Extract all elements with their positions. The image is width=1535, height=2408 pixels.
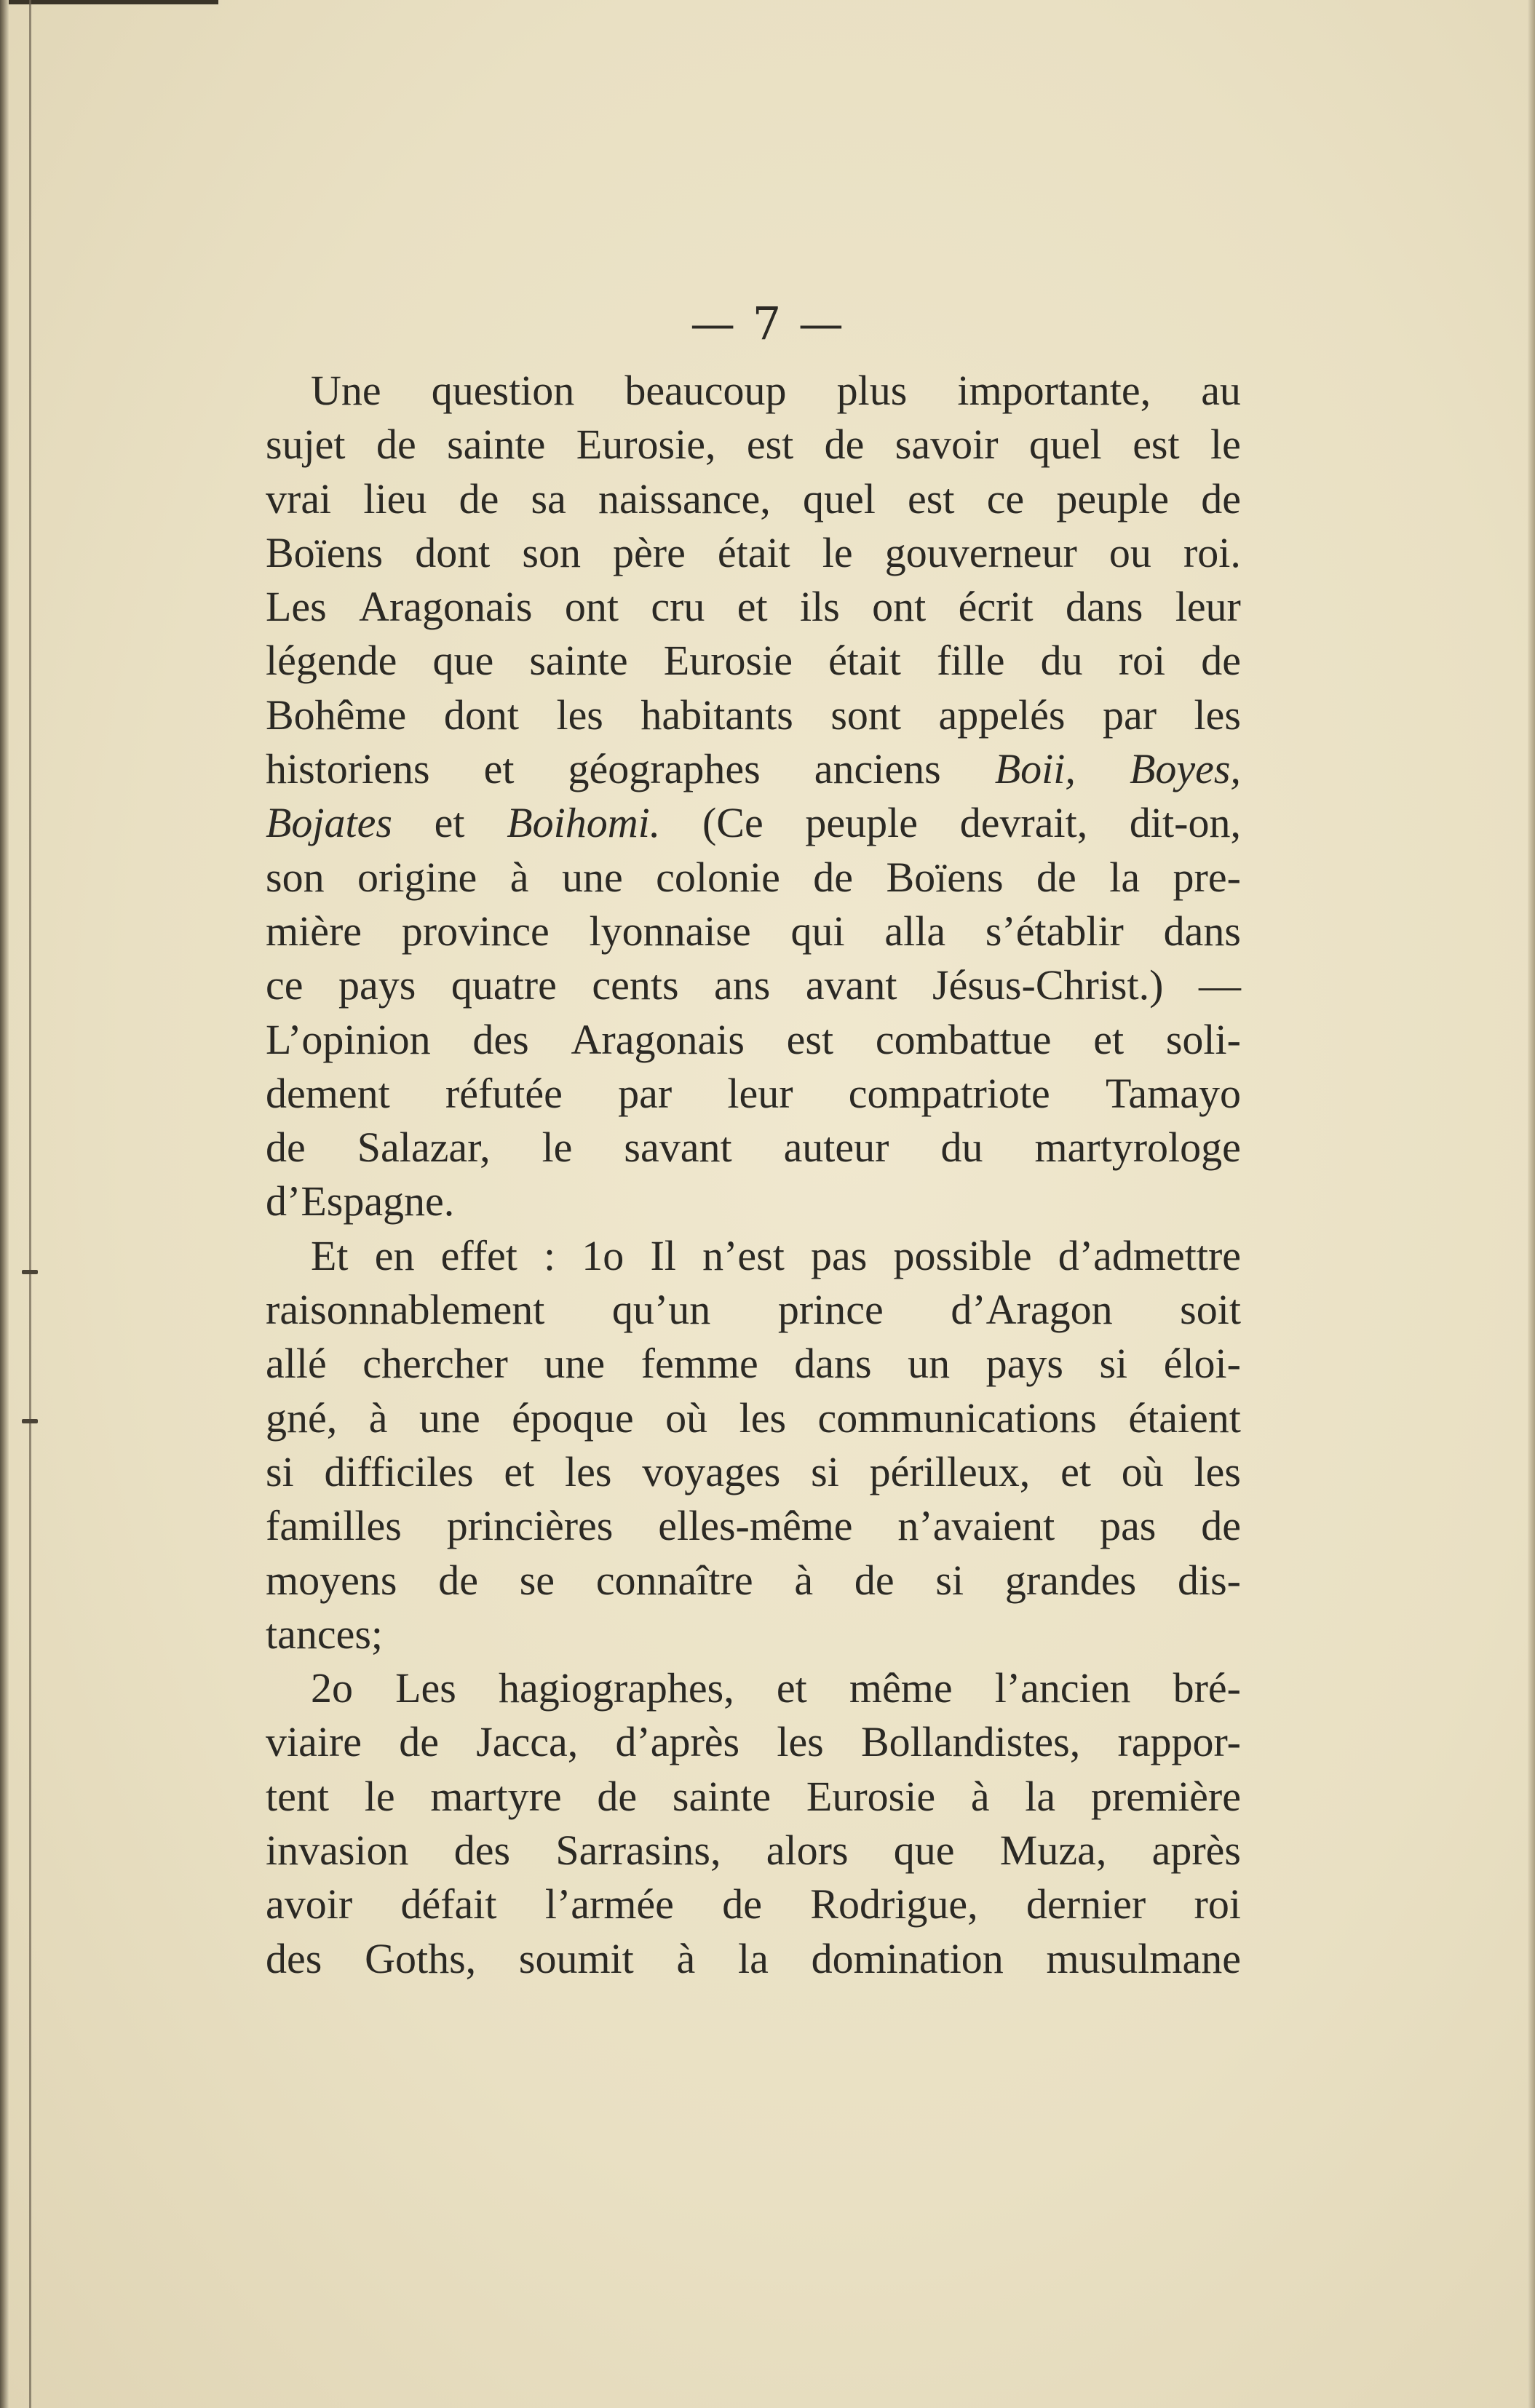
text-line: Et en effet : 1o Il n’est pas possible d’admettre bbox=[311, 1231, 1241, 1279]
binding-rule bbox=[29, 0, 31, 2408]
text-line: si difficiles et les voyages si périlleux, et où les bbox=[266, 1447, 1241, 1495]
text-line: 2o Les hagiographes, et même l’ancien bré- bbox=[311, 1664, 1241, 1712]
text-line: des Goths, soumit à la domination musulmane bbox=[266, 1934, 1241, 1982]
text-line: ce pays quatre cents ans avant Jésus-Christ.) — bbox=[266, 961, 1241, 1009]
text-line: gné, à une époque où les communications étaient bbox=[266, 1394, 1241, 1442]
margin-mark bbox=[22, 1419, 38, 1423]
text-line: moyens de se connaître à de si grandes dis- bbox=[266, 1556, 1241, 1604]
text-line: légende que sainte Eurosie était fille du roi de bbox=[266, 637, 1241, 685]
text-line: familles princières elles-même n’avaient pas de bbox=[266, 1502, 1241, 1550]
text-line: invasion des Sarrasins, alors que Muza, après bbox=[266, 1827, 1241, 1875]
body-text bbox=[266, 364, 1241, 1986]
text-line: Bojates et Boihomi. (Ce peuple devrait, dit-on, bbox=[266, 799, 1241, 847]
page-right-edge bbox=[1528, 0, 1535, 2408]
text-line: mière province lyonnaise qui alla s’établir dans bbox=[266, 907, 1241, 955]
margin-mark bbox=[22, 1270, 38, 1274]
text-line: sujet de sainte Eurosie, est de savoir quel est le bbox=[266, 421, 1241, 469]
text-line: de Salazar, le savant auteur du martyrologe bbox=[266, 1124, 1241, 1172]
page-top-edge bbox=[0, 0, 218, 4]
text-line: Bohême dont les habitants sont appelés par les bbox=[266, 691, 1241, 739]
text-line: Les Aragonais ont cru et ils ont écrit dans leur bbox=[266, 583, 1241, 631]
text-line: dement réfutée par leur compatriote Tamayo bbox=[266, 1069, 1241, 1117]
text-line: Boïens dont son père était le gouverneur ou roi. bbox=[266, 528, 1241, 576]
text-line: historiens et géographes anciens Boii, Boyes, bbox=[266, 745, 1241, 793]
text-line: Une question beaucoup plus importante, au bbox=[311, 367, 1241, 414]
text-line: avoir défait l’armée de Rodrigue, dernier roi bbox=[266, 1880, 1241, 1928]
text-line: viaire de Jacca, d’après les Bollandistes, rappor- bbox=[266, 1718, 1241, 1766]
text-line: tent le martyre de sainte Eurosie à la première bbox=[266, 1772, 1241, 1820]
page-number: — 7 — bbox=[690, 297, 845, 350]
page-left-edge bbox=[0, 0, 9, 2408]
text-line: allé chercher une femme dans un pays si éloi- bbox=[266, 1340, 1241, 1388]
text-line: L’opinion des Aragonais est combattue et soli- bbox=[266, 1015, 1241, 1063]
text-line: vrai lieu de sa naissance, quel est ce peuple de bbox=[266, 474, 1241, 522]
text-line: tances; bbox=[266, 1610, 384, 1658]
text-line: raisonnablement qu’un prince d’Aragon soit bbox=[266, 1286, 1241, 1334]
text-line: d’Espagne. bbox=[266, 1177, 455, 1225]
text-line: son origine à une colonie de Boïens de la pre- bbox=[266, 853, 1241, 901]
